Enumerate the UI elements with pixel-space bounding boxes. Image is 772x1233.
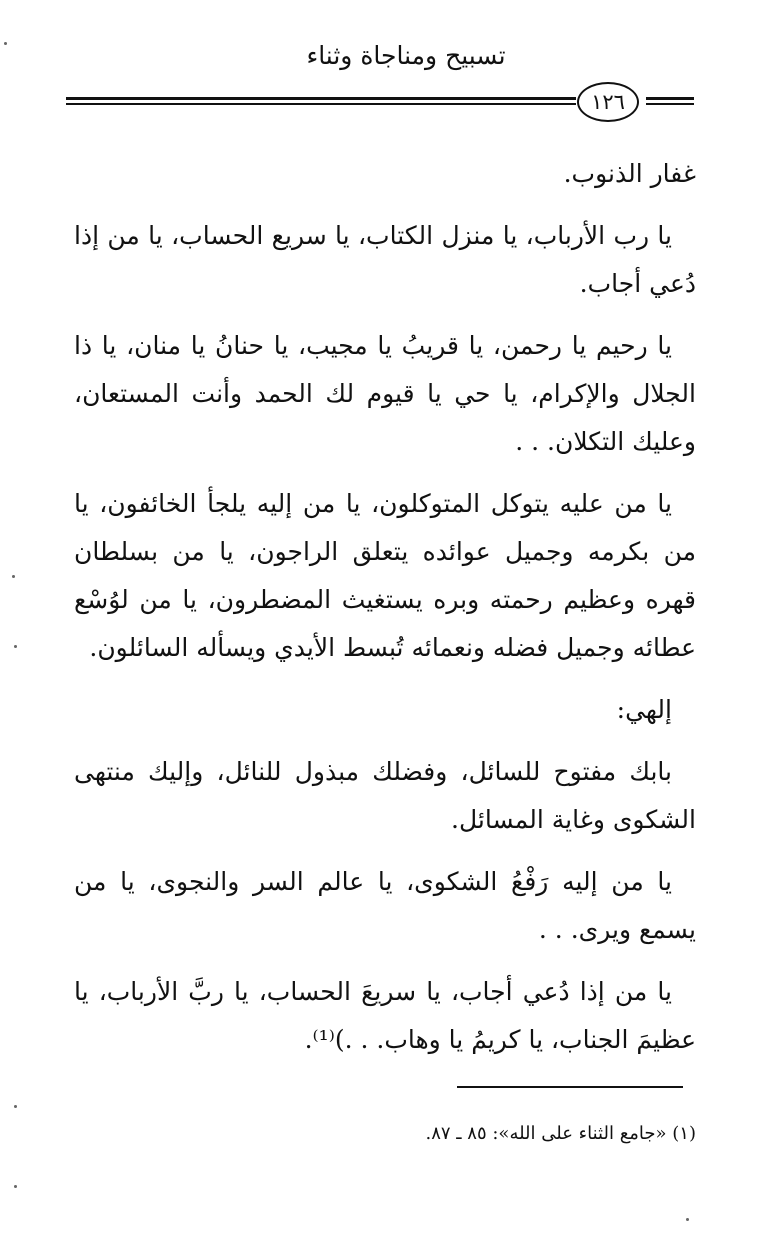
paragraph: يا رحيم يا رحمن، يا قريبُ يا مجيب، يا حنانُ يا منان، يا ذا الجلال والإكرام، يا حي يا قيوم لك الحمد وأنت المستعان، وعليك التكلان. . . [74, 331, 696, 456]
header-rule-line-right-lower [646, 103, 694, 105]
scan-speck [12, 575, 15, 578]
body-text [74, 150, 696, 1078]
paragraph: غفار الذنوب. [563, 159, 696, 188]
scan-speck [14, 645, 17, 648]
running-title: تسبيح ومناجاة وثناء [306, 41, 506, 70]
scan-speck [14, 1105, 17, 1108]
paragraph: يا رب الأرباب، يا منزل الكتاب، يا سريع الحساب، يا من إذا دُعي أجاب. [74, 221, 696, 298]
page-number: ١٢٦ [577, 82, 639, 122]
scan-speck [4, 42, 7, 45]
paragraph: بابك مفتوح للسائل، وفضلك مبذول للنائل، وإليك منتهى الشكوى وغاية المسائل. [74, 757, 696, 834]
header-rule-line-right [646, 97, 694, 100]
paragraph: يا من إذا دُعي أجاب، يا سريعَ الحساب، يا ربَّ الأرباب، يا عظيمَ الجناب، يا كريمُ يا وهاب. . .)⁽¹⁾. [74, 977, 696, 1054]
footnote-rule [457, 1086, 683, 1088]
header-rule-line-left-lower [66, 103, 576, 105]
section-heading: إلهي: [616, 695, 672, 724]
paragraph: يا من إليه رَفْعُ الشكوى، يا عالم السر والنجوى، يا من يسمع ويرى. . . [74, 867, 696, 944]
header-rule-line-left [66, 97, 576, 100]
scan-speck [686, 1218, 689, 1221]
scan-speck [14, 1185, 17, 1188]
footnote: (١) «جامع الثناء على الله»: ٨٥ ـ ٨٧. [425, 1123, 696, 1144]
paragraph: يا من عليه يتوكل المتوكلون، يا من إليه يلجأ الخائفون، يا من بكرمه وجميل عوائده يتعلق الراجون، يا من بسلطان قهره وعظيم رحمته وبره يستغيث المضطرون، يا من لوُسْع عطائه وجميل فضله ونعمائه تُبسط الأيدي ويسأله السائلون. [74, 489, 696, 662]
